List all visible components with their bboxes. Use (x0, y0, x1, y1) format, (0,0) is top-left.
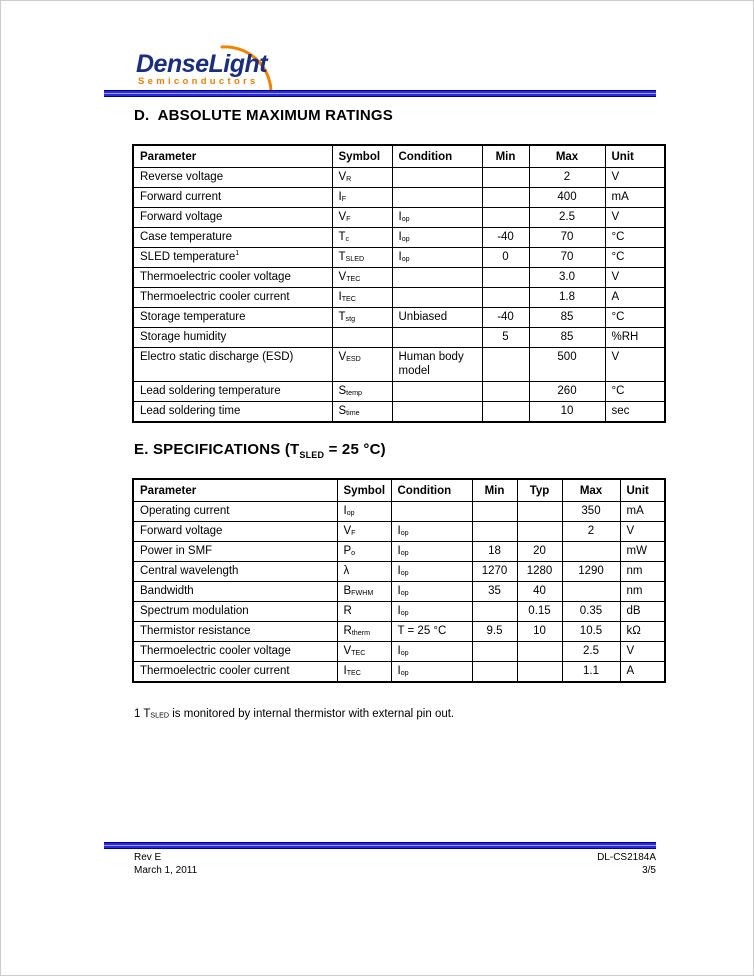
table-cell: Electro static discharge (ESD) (133, 347, 332, 381)
table-cell: V (620, 641, 665, 661)
table-cell: Forward current (133, 187, 332, 207)
table-cell: 2.5 (562, 641, 620, 661)
table-cell: °C (605, 381, 665, 401)
table-cell: 10 (529, 401, 605, 422)
table-cell: $I_{op}$ (392, 227, 482, 247)
table-cell: °C (605, 307, 665, 327)
table-cell: Central wavelength (133, 561, 337, 581)
table-cell (482, 167, 529, 187)
table-cell: Forward voltage (133, 521, 337, 541)
table-cell: $I_{op}$ (391, 521, 472, 541)
table-row (133, 541, 665, 561)
table-cell: R (337, 601, 391, 621)
table-cell: $I_F$ (332, 187, 392, 207)
table-cell (482, 187, 529, 207)
table-cell: 2 (529, 167, 605, 187)
table-cell: 85 (529, 327, 605, 347)
column-header-unit: Unit (605, 145, 665, 167)
table-cell: 70 (529, 247, 605, 267)
table-cell: $I_{op}$ (337, 501, 391, 521)
table-cell: $I_{op}$ (391, 581, 472, 601)
table-cell: Thermoelectric cooler voltage (133, 267, 332, 287)
table-cell: Lead soldering temperature (133, 381, 332, 401)
table-row (133, 581, 665, 601)
column-header-symbol: Symbol (332, 145, 392, 167)
table-cell: nm (620, 561, 665, 581)
table-cell (472, 601, 517, 621)
footer-page-number: 3/5 (642, 864, 656, 876)
table-cell: $I_{op}$ (392, 207, 482, 227)
table-cell: V (620, 521, 665, 541)
table-cell: 1290 (562, 561, 620, 581)
table-cell (472, 521, 517, 541)
table-cell: $V_{TEC}$ (332, 267, 392, 287)
table-row (133, 501, 665, 521)
table-cell (562, 581, 620, 601)
table-row (133, 287, 665, 307)
table-cell (517, 501, 562, 521)
table-cell: Human body model (392, 347, 482, 381)
table-cell: Forward voltage (133, 207, 332, 227)
table-cell: $V_F$ (332, 207, 392, 227)
table-cell: 3.0 (529, 267, 605, 287)
table-cell: $R_{therm}$ (337, 621, 391, 641)
table-cell: V (605, 167, 665, 187)
column-header-unit: Unit (620, 479, 665, 501)
column-header-parameter: Parameter (133, 145, 332, 167)
table-cell: -40 (482, 227, 529, 247)
table-cell: %RH (605, 327, 665, 347)
table-cell: 1270 (472, 561, 517, 581)
table-cell: Power in SMF (133, 541, 337, 561)
table-row (133, 307, 665, 327)
table-cell: sec (605, 401, 665, 422)
table-cell (472, 661, 517, 682)
table-cell: V (605, 267, 665, 287)
table-cell: 1280 (517, 561, 562, 581)
table-cell: 40 (517, 581, 562, 601)
table-cell: $T_c$ (332, 227, 392, 247)
table-cell: 18 (472, 541, 517, 561)
table-cell (392, 287, 482, 307)
footnote: 1 $T_{SLED}$ is monitored by internal thermistor with external pin out. (134, 708, 455, 720)
table-cell: 5 (482, 327, 529, 347)
table-cell (482, 381, 529, 401)
table-cell: A (620, 661, 665, 682)
absolute-maximum-ratings-table (132, 144, 666, 423)
table-cell: 0 (482, 247, 529, 267)
table-cell (482, 287, 529, 307)
table-cell: $B_{FWHM}$ (337, 581, 391, 601)
table-cell: 10 (517, 621, 562, 641)
table-cell (482, 401, 529, 422)
footer-date: March 1, 2011 (134, 864, 198, 876)
column-header-symbol: Symbol (337, 479, 391, 501)
table-row (133, 561, 665, 581)
table-cell: Thermoelectric cooler current (133, 661, 337, 682)
table-cell: 9.5 (472, 621, 517, 641)
table-row (133, 621, 665, 641)
table-cell (392, 401, 482, 422)
table-cell: $T_{SLED}$ (332, 247, 392, 267)
table-row (133, 401, 665, 422)
table-cell (392, 267, 482, 287)
table-cell: dB (620, 601, 665, 621)
table-row (133, 327, 665, 347)
table-cell (482, 347, 529, 381)
table-cell: mA (605, 187, 665, 207)
table-cell: $I_{op}$ (391, 661, 472, 682)
table-row (133, 601, 665, 621)
table-cell: 400 (529, 187, 605, 207)
header-rule (104, 90, 656, 97)
table-cell (472, 501, 517, 521)
table-cell: λ (337, 561, 391, 581)
table-cell: Unbiased (392, 307, 482, 327)
table-cell (392, 327, 482, 347)
table-cell: $I_{op}$ (392, 247, 482, 267)
table-row (133, 267, 665, 287)
table-cell: $V_R$ (332, 167, 392, 187)
table-cell: Thermoelectric cooler voltage (133, 641, 337, 661)
footer-rule (104, 842, 656, 849)
table-cell (517, 521, 562, 541)
table-cell (392, 381, 482, 401)
brand-name: DenseLight (136, 50, 268, 78)
table-cell: nm (620, 581, 665, 601)
table-cell: A (605, 287, 665, 307)
table-row (133, 247, 665, 267)
table-cell: °C (605, 227, 665, 247)
column-header-parameter: Parameter (133, 479, 337, 501)
table-cell (482, 207, 529, 227)
table-cell: -40 (482, 307, 529, 327)
table-cell: Storage temperature (133, 307, 332, 327)
table-cell: $V_{ESD}$ (332, 347, 392, 381)
section-e-title: E. SPECIFICATIONS ($T_{SLED} = 25$ °C) (134, 441, 386, 460)
table-cell: T = 25 °C (391, 621, 472, 641)
table-cell: Storage humidity (133, 327, 332, 347)
table-row (133, 641, 665, 661)
table-cell: 0.15 (517, 601, 562, 621)
table-cell: $I_{op}$ (391, 601, 472, 621)
table-cell: $I_{op}$ (391, 541, 472, 561)
footer-revision: Rev E (134, 852, 162, 863)
table-row (133, 227, 665, 247)
footer-right (597, 852, 656, 877)
table-cell (517, 641, 562, 661)
table-cell: Operating current (133, 501, 337, 521)
logo (134, 41, 294, 97)
table-cell: V (605, 207, 665, 227)
column-header-condition: Condition (391, 479, 472, 501)
table-cell: 1.8 (529, 287, 605, 307)
table-cell: 70 (529, 227, 605, 247)
table-row (133, 187, 665, 207)
table-header-row (133, 145, 665, 167)
table-header-row (133, 479, 665, 501)
table-cell (517, 661, 562, 682)
table-row (133, 381, 665, 401)
table-cell (392, 187, 482, 207)
table-row (133, 207, 665, 227)
brand-tagline: Semiconductors (138, 76, 259, 87)
table-cell: Thermoelectric cooler current (133, 287, 332, 307)
column-header-max: Max (562, 479, 620, 501)
column-header-max: Max (529, 145, 605, 167)
table-cell: Spectrum modulation (133, 601, 337, 621)
table-cell (332, 327, 392, 347)
table-cell: Lead soldering time (133, 401, 332, 422)
table-row (133, 661, 665, 682)
table-cell: 20 (517, 541, 562, 561)
column-header-min: Min (472, 479, 517, 501)
table-cell: $I_{TEC}$ (337, 661, 391, 682)
table-cell: $S_{time}$ (332, 401, 392, 422)
table-cell: Reverse voltage (133, 167, 332, 187)
table-cell: Thermistor resistance (133, 621, 337, 641)
table-cell: SLED temperature$^1$ (133, 247, 332, 267)
footer-doc-number: DL-CS2184A (597, 852, 656, 863)
table-cell: 2.5 (529, 207, 605, 227)
column-header-typ: Typ (517, 479, 562, 501)
footer-left (134, 852, 197, 877)
table-cell (562, 541, 620, 561)
table-cell (472, 641, 517, 661)
table-cell: 2 (562, 521, 620, 541)
table-cell: 350 (562, 501, 620, 521)
table-cell: 35 (472, 581, 517, 601)
table-row (133, 347, 665, 381)
table-cell: 1.1 (562, 661, 620, 682)
table-cell: $I_{op}$ (391, 561, 472, 581)
table-cell: $V_F$ (337, 521, 391, 541)
table-cell: °C (605, 247, 665, 267)
column-header-min: Min (482, 145, 529, 167)
table-row (133, 167, 665, 187)
table-cell: $V_{TEC}$ (337, 641, 391, 661)
table-cell: Case temperature (133, 227, 332, 247)
table-cell: V (605, 347, 665, 381)
table-cell: kΩ (620, 621, 665, 641)
table-cell: 500 (529, 347, 605, 381)
table-cell: 260 (529, 381, 605, 401)
section-d-title: D. ABSOLUTE MAXIMUM RATINGS (134, 107, 393, 124)
table-cell: Bandwidth (133, 581, 337, 601)
table-cell: $I_{op}$ (391, 641, 472, 661)
table-cell: $S_{temp}$ (332, 381, 392, 401)
table-cell: $I_{TEC}$ (332, 287, 392, 307)
specifications-table (132, 478, 666, 683)
table-cell: mA (620, 501, 665, 521)
table-cell: 85 (529, 307, 605, 327)
table-cell (392, 167, 482, 187)
table-cell (391, 501, 472, 521)
table-row (133, 521, 665, 541)
table-cell: $T_{stg}$ (332, 307, 392, 327)
table-cell: $P_o$ (337, 541, 391, 561)
column-header-condition: Condition (392, 145, 482, 167)
table-cell: 0.35 (562, 601, 620, 621)
table-cell (482, 267, 529, 287)
table-cell: 10.5 (562, 621, 620, 641)
table-cell: mW (620, 541, 665, 561)
